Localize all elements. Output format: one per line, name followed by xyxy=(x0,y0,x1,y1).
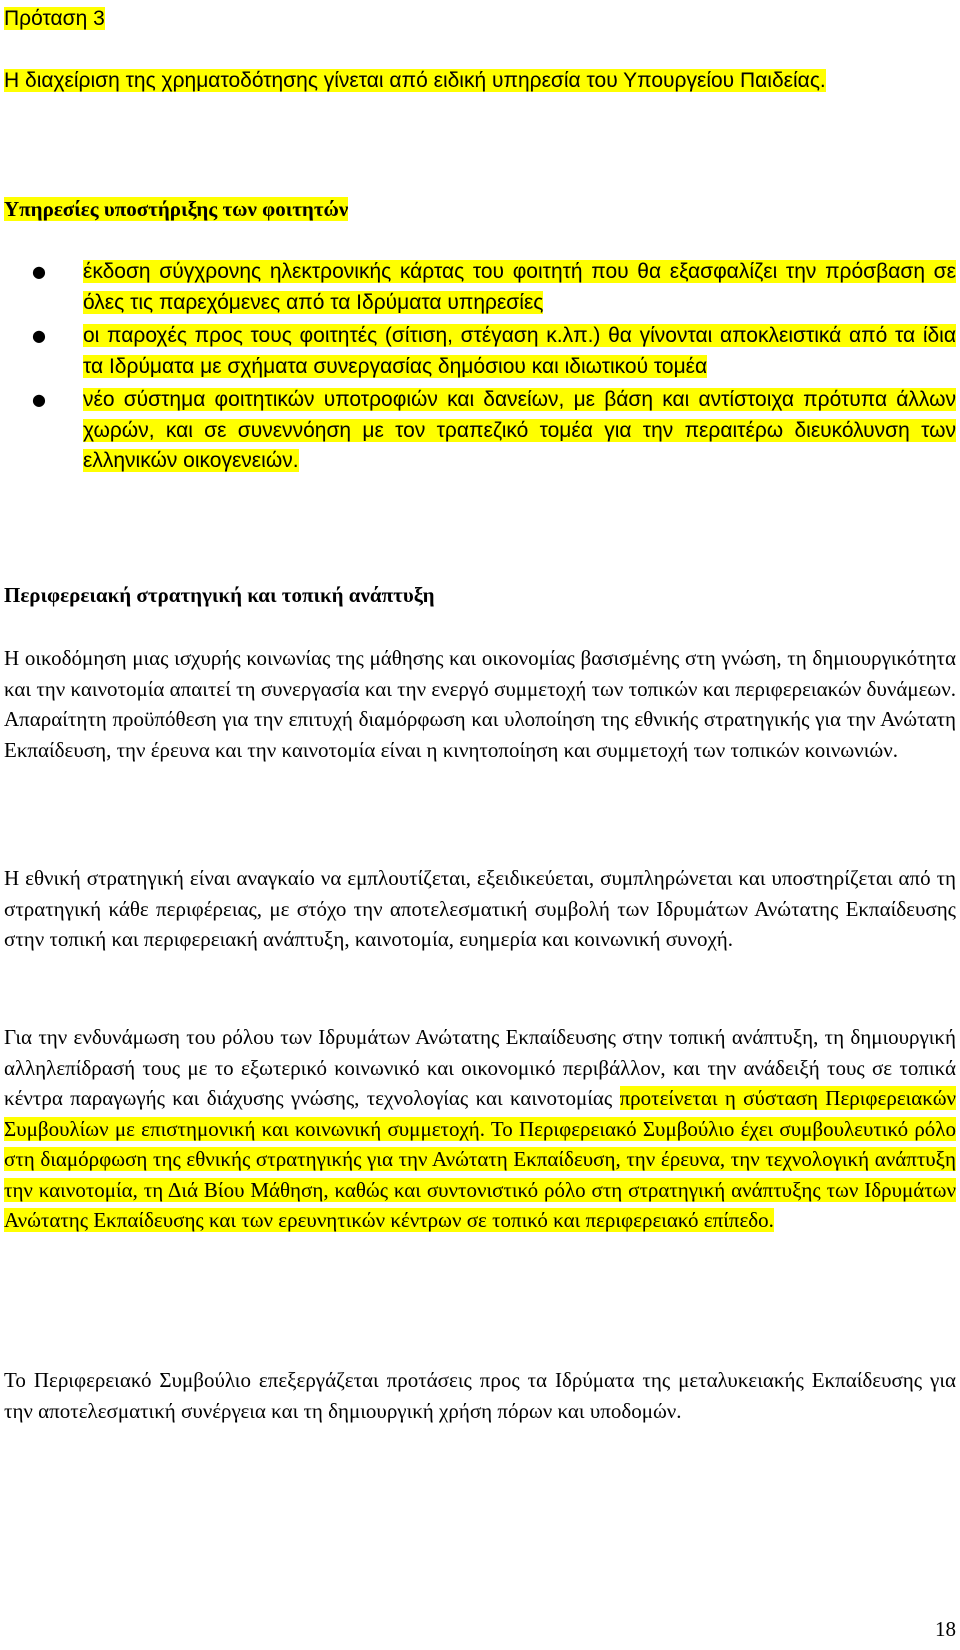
bullet-icon: ● xyxy=(32,390,46,409)
bullet-icon: ● xyxy=(32,262,46,281)
support-item-text: έκδοση σύγχρονης ηλεκτρονικής κάρτας του φοιτητή που θα εξασφαλίζει την πρόσβαση σε όλες τις παρεχόμενες από τα Ιδρύματα υπηρεσίες xyxy=(83,260,956,314)
page-number: 18 xyxy=(935,1617,956,1641)
support-list-item xyxy=(0,257,956,318)
paragraph-council-proposals: Το Περιφερειακό Συμβούλιο επεξεργάζεται προτάσεις προς τα Ιδρύματα της μεταλυκειακής Εκπαίδευσης για την αποτελεσματική συνέργεια και τη δημιουργική χρήση πόρων και υποδομών. xyxy=(4,1368,956,1423)
support-list-item xyxy=(0,321,956,382)
support-item-text: οι παροχές προς τους φοιτητές (σίτιση, στέγαση κ.λπ.) θα γίνονται αποκλειστικά από τα ίδια τα Ιδρύματα με σχήματα συνεργασίας δημόσιου και ιδιωτικού τομέα xyxy=(83,324,956,378)
proposal-text xyxy=(4,66,956,97)
proposal-text-highlight: Η διαχείριση της χρηματοδότησης γίνεται από ειδική υπηρεσία του Υπουργείου Παιδείας. xyxy=(4,69,826,92)
bullet-icon: ● xyxy=(32,326,46,345)
support-list xyxy=(0,257,956,480)
paragraph-regional-councils-highlight: προτείνεται η σύσταση Περιφερειακών Συμβουλίων με επιστημονική και κοινωνική συμμετοχή. Το Περιφερειακό Συμβούλιο έχει συμβουλευτικό ρόλο στη διαμόρφωση της εθνικής στρατηγικής για την Ανώτατη Εκπαίδευση, την έρευνα, την τεχνολογική ανάπτυξη την καινοτομία, τη Διά Βίου Μάθηση, καθώς και συντονιστικό ρόλο στη στρατηγική ανάπτυξης των Ιδρυμάτων Ανώτατης Εκπαίδευσης και των ερευνητικών κέντρων σε τοπικό και περιφερειακό επίπεδο. xyxy=(4,1086,957,1232)
support-heading xyxy=(4,194,348,225)
support-list-item xyxy=(0,385,956,477)
paragraph-national-strategy: Η εθνική στρατηγική είναι αναγκαίο να εμπλουτίζεται, εξειδικεύεται, συμπληρώνεται και υποστηρίζεται από τη στρατηγική κάθε περιφέρειας, με στόχο την αποτελεσματική συμβολή των Ιδρυμάτων Ανώτατης Εκπαίδευσης στην τοπική και περιφερειακή ανάπτυξη, καινοτομία, ευημερία και κοινωνική συνοχή. xyxy=(4,866,956,951)
regional-heading: Περιφερειακή στρατηγική και τοπική ανάπτυξη xyxy=(4,583,435,607)
proposal-title xyxy=(4,4,105,35)
paragraph-knowledge-society: Η οικοδόμηση μιας ισχυρής κοινωνίας της μάθησης και οικονομίας βασισμένης στη γνώση, τη δημιουργικότητα και την καινοτομία απαιτεί τη συνεργασία και την ενεργό συμμετοχή των τοπικών και περιφερειακών δυνάμεων. Απαραίτητη προϋπόθεση για την επιτυχή διαμόρφωση και υλοποίηση της εθνικής στρατηγικής για την Ανώτατη Εκπαίδευση, την έρευνα και την καινοτομία είναι η κινητοποίηση και συμμετοχή των τοπικών κοινωνιών. xyxy=(4,646,956,762)
paragraph-regional-councils xyxy=(4,1022,956,1236)
proposal-title-text: Πρόταση 3 xyxy=(4,7,105,30)
paragraph-regional-councils-plain: Για την ενδυνάμωση του ρόλου των Ιδρυμάτων Ανώτατης Εκπαίδευσης στην τοπική ανάπτυξη, τη δημιουργική αλληλεπίδρασή τους με το εξωτερικό κοινωνικό και οικονομικό περιβάλλον, και την ανάδειξή τους σε τοπικά κέντρα παραγωγής και διάχυσης γνώσης, τεχνολογίας και καινοτομίας xyxy=(4,1025,956,1110)
support-item-text: νέο σύστημα φοιτητικών υποτροφιών και δανείων, με βάση και αντίστοιχα πρότυπα άλλων χωρών, και σε συνεννόηση με τον τραπεζικό τομέα για την περαιτέρω διευκόλυνση των ελληνικών οικογενειών. xyxy=(83,388,956,472)
support-heading-text: Υπηρεσίες υποστήριξης των φοιτητών xyxy=(4,197,349,221)
